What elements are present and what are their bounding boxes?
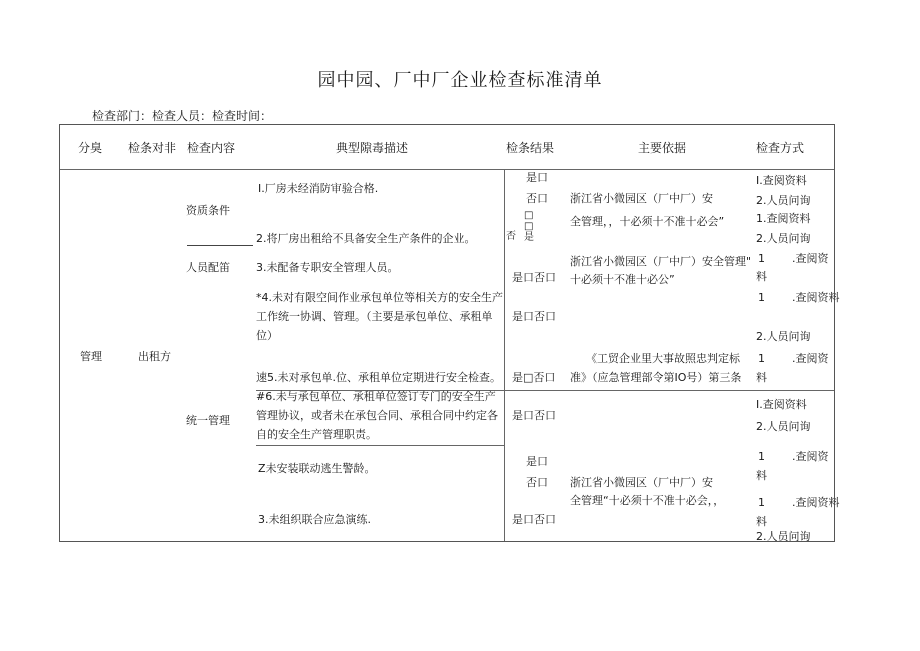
result-8[interactable]: 是口否口: [512, 513, 556, 526]
result-1-yes[interactable]: 是口: [526, 171, 548, 184]
basis-2-line-1: 浙江省小微园区（厂中厂）安全管理": [570, 255, 752, 268]
method-6-num: 1: [758, 291, 765, 304]
method-7: 2.人员问询: [756, 330, 811, 343]
col-divider: [504, 169, 505, 541]
description-8: 3.未组织联合应急演练.: [258, 513, 371, 526]
description-7: Z未安装联动逃生警龄。: [258, 462, 376, 475]
basis-3-line-1: 《工贸企业里大事故照忠判定标: [586, 352, 740, 365]
result-5[interactable]: 是□否口: [512, 371, 556, 384]
description-4: *4.未对有限空间作业承包单位等相关方的安全生产工作统一协调、管理。（主要是承包单位、承租单位）: [256, 291, 503, 342]
basis-1-line-2: 全管理，，十必须十不准十必会”: [570, 215, 725, 228]
header-divider: [60, 169, 834, 170]
result-2-box-a[interactable]: □: [524, 210, 534, 221]
method-13: 2.人员问询: [756, 530, 811, 541]
checklist-table: [59, 124, 840, 542]
result-7-yes[interactable]: 是口: [526, 455, 548, 468]
result-7-no[interactable]: 否口: [526, 476, 548, 489]
method-11-text: .查阅资: [792, 450, 829, 463]
object-cell: 出租方: [138, 350, 171, 363]
method-9: I.查阅资料: [756, 398, 807, 411]
content-unified: 统一管理: [186, 414, 230, 427]
method-3: 1.查阅资料: [756, 212, 811, 225]
header-object: 检条对非: [128, 141, 177, 155]
description-5: 速5.未对承包单.位、承租单位定期进行安全检查。: [256, 371, 501, 384]
description-2: 2.将厂房出租给不具备安全生产条件的企业。: [256, 232, 476, 245]
header-category: 分臭: [78, 141, 103, 155]
method-12-text: .查阅资料: [792, 496, 840, 509]
result-2-box-b[interactable]: □: [524, 221, 534, 232]
result-3[interactable]: 是口否口: [512, 271, 556, 284]
page-title: 园中园、厂中厂企业检查标准清单: [317, 70, 603, 91]
description-6: #6.未与承包单位、承租单位签订专门的安全生产管理协议，或者未在承包合同、承租合同中约定各自的安全生产管理职责。: [256, 390, 498, 441]
method-11-cont: 料: [756, 469, 767, 482]
header-content: 检查内容: [187, 141, 236, 155]
method-4: 2.人员问询: [756, 232, 811, 245]
basis-1-line-1: 浙江省小微园区（厂中厂）安: [570, 192, 713, 205]
content-staffing: 人员配笛: [186, 261, 230, 274]
inspection-meta-line: 检查部门：检查人员：检查时间：: [92, 109, 273, 123]
basis-4-line-1: 浙江省小微园区（厂中厂）安: [570, 476, 713, 489]
method-11-num: 1: [758, 450, 765, 463]
method-5-num: 1: [758, 252, 765, 265]
method-8-cont: 料: [756, 371, 767, 384]
basis-2-line-2: 十必须十不准十必公”: [570, 273, 675, 286]
description-3: 3.未配备专职安全管理人员。: [256, 261, 399, 274]
method-8-num: 1: [758, 352, 765, 365]
method-5-cont: 料: [756, 270, 767, 283]
result-1-no[interactable]: 否口: [526, 192, 548, 205]
method-10: 2.人员问询: [756, 420, 811, 433]
basis-4-line-2: 全管理“十必须十不准十必会，，: [570, 494, 725, 507]
header-method: 检查方式: [756, 141, 805, 155]
method-6-text: .查阅资料: [792, 291, 840, 304]
result-4[interactable]: 是口否口: [512, 310, 556, 323]
category-cell: 管理: [80, 350, 102, 363]
header-result: 检条结果: [506, 141, 555, 155]
description-1: I.厂房未经消防审验合格.: [258, 182, 379, 195]
method-12-num: 1: [758, 496, 765, 509]
result-6[interactable]: 是口否口: [512, 409, 556, 422]
content-underline: [187, 245, 253, 246]
method-8-text: .查阅资: [792, 352, 829, 365]
result-2-yes: 是: [524, 232, 534, 243]
method-12-cont: 料: [756, 515, 767, 528]
row-divider: [256, 445, 504, 446]
basis-3-line-2: 准》（应急管理部令第IO号）第三条: [570, 371, 742, 384]
content-qualification: 资质条件: [186, 204, 230, 217]
header-basis: 主要依据: [638, 141, 687, 155]
header-description: 典型隙毒描述: [336, 141, 409, 155]
method-5-text: .查阅资: [792, 252, 829, 265]
method-2: 2.人员问询: [756, 194, 811, 207]
result-2-no: 否: [506, 231, 516, 242]
method-1: I.查阅资料: [756, 174, 807, 187]
